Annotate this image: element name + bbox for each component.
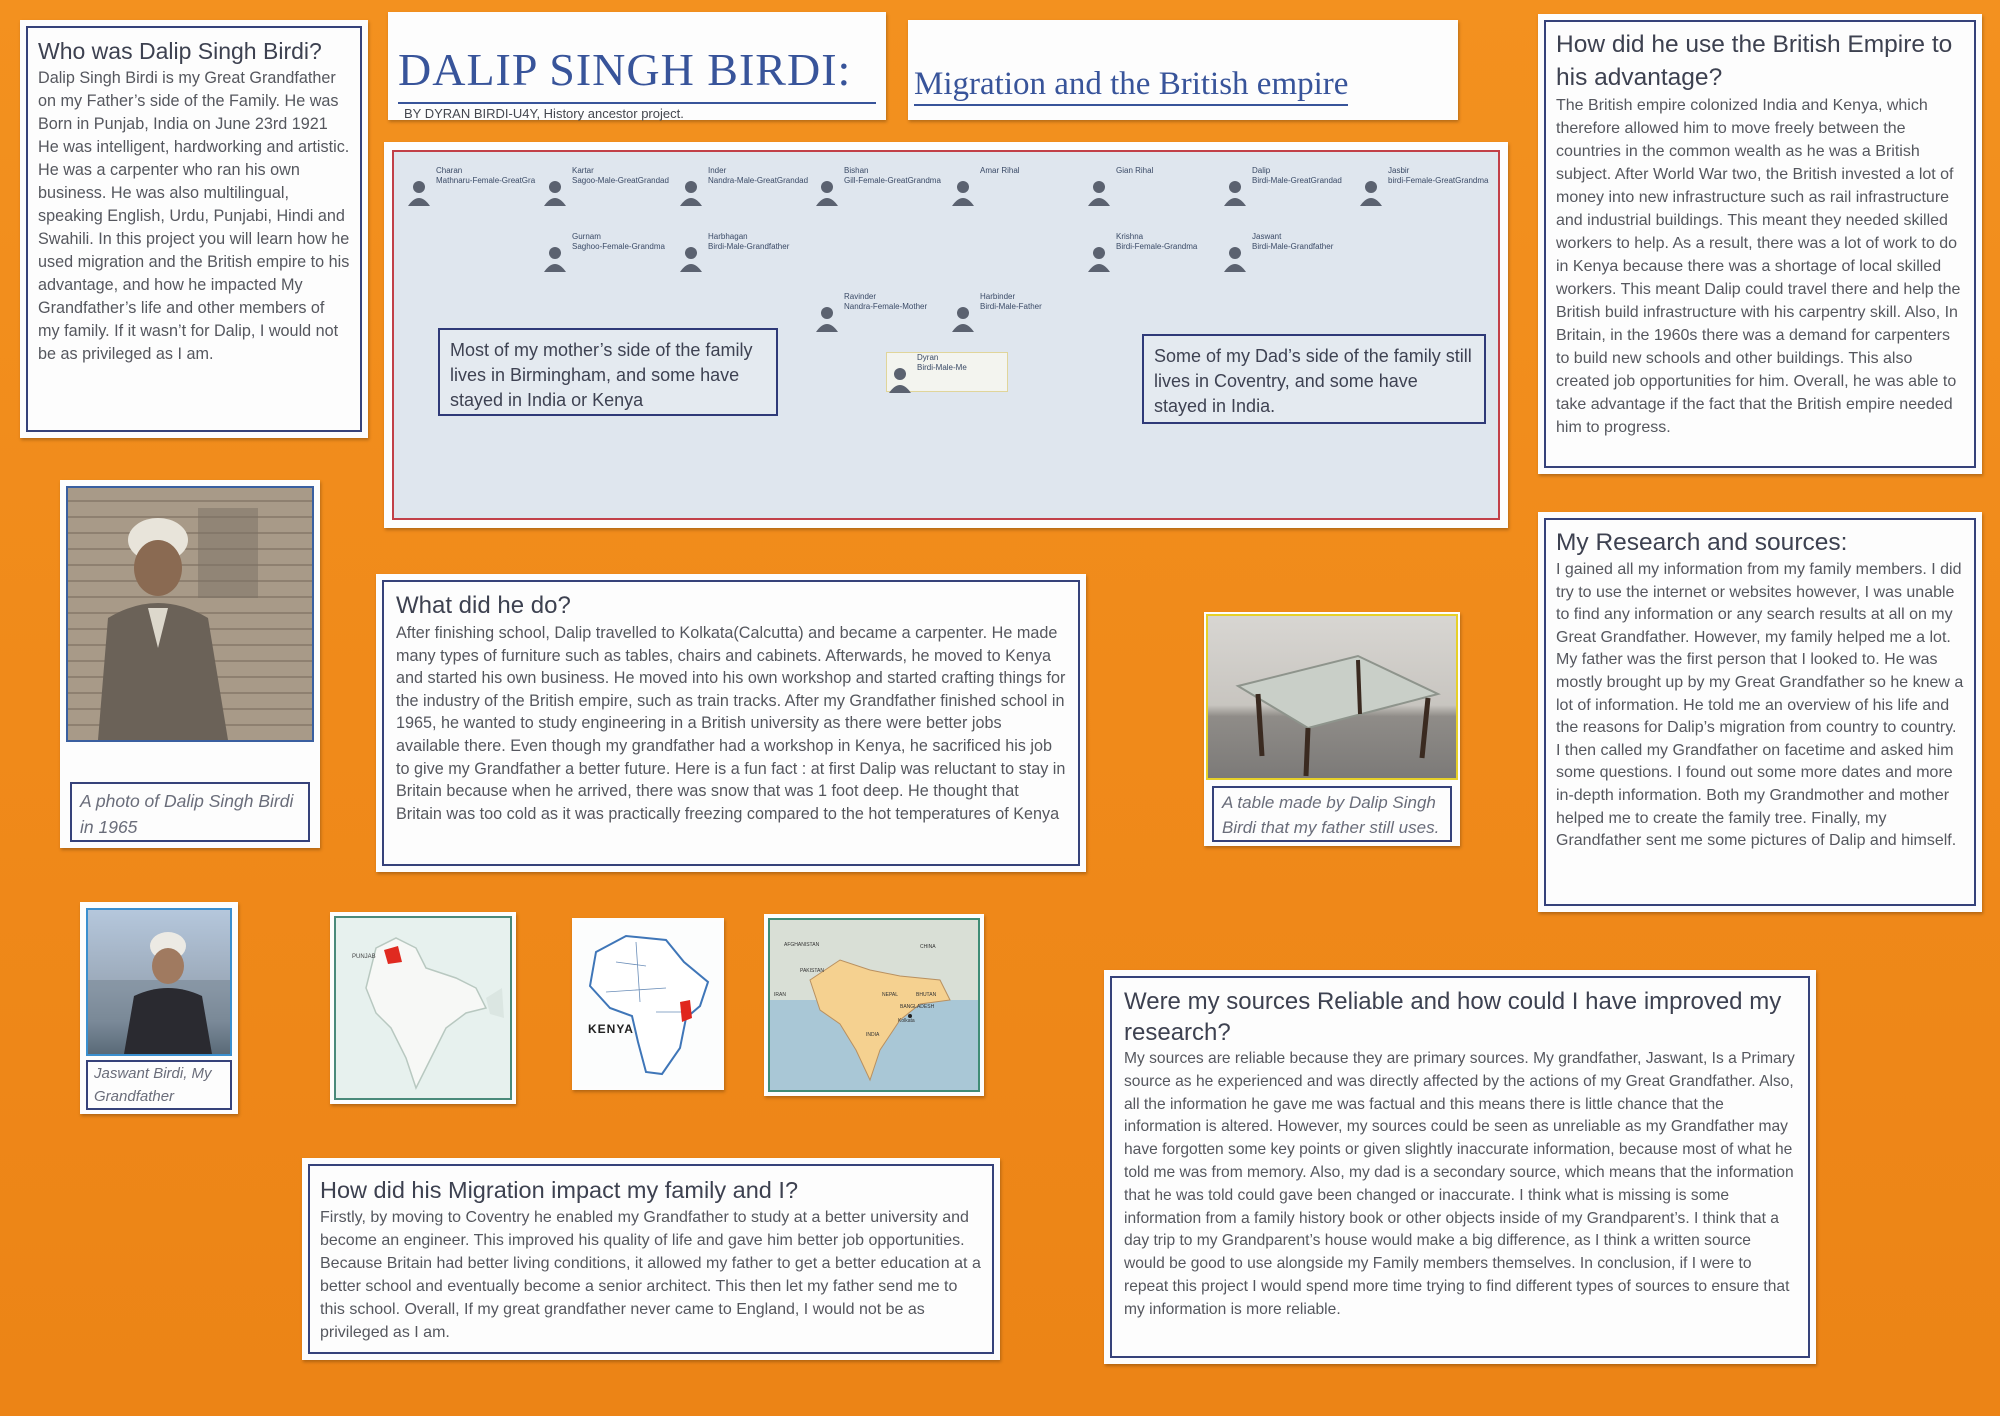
dalip-caption-frame: [70, 782, 310, 842]
tree-node: [678, 166, 809, 204]
tree-node-role: Birdi-Male-Grandfather: [1252, 242, 1334, 251]
research-card: [1538, 512, 1982, 912]
tree-node: [1358, 166, 1489, 204]
tree-node-name: Charan: [436, 166, 463, 175]
africa-map-card: [572, 918, 724, 1090]
tree-node-role: Gill-Female-GreatGrandma: [844, 176, 941, 185]
reliable-card: [1104, 970, 1816, 1364]
table-caption-frame: [1212, 786, 1452, 842]
south-asia-map-card: [764, 914, 984, 1096]
tree-node-role: Saghoo-Female-Grandma: [572, 242, 665, 251]
family-tree: [392, 150, 1500, 520]
tree-node-name: Krishna: [1116, 232, 1144, 241]
tree-node-role: Birdi-Male-Grandfather: [708, 242, 790, 251]
who-card: [20, 20, 368, 438]
byline: BY DYRAN BIRDI-U4Y, History ancestor project.: [404, 106, 684, 121]
map-region-label: BHUTAN: [916, 992, 937, 998]
tree-node: [950, 292, 1070, 330]
tree-node-name: Harbhagan: [708, 232, 748, 241]
tree-node-role: Nandra-Female-Mother: [844, 302, 928, 311]
map-region-label: BANGLADESH: [900, 1004, 935, 1010]
impact-frame: [308, 1164, 994, 1354]
person-icon: [1086, 244, 1112, 272]
tree-card: [384, 142, 1508, 528]
grandfather-figure: [88, 910, 230, 1054]
tree-node-name: Harbinder: [980, 292, 1016, 301]
tree-node: [542, 166, 669, 204]
what-text: After finishing school, Dalip travelled to Kolkata(Calcutta) and became a carpenter. He made many types of furniture such as tables, chairs and cabinets. Afterwards, he moved to Kenya and started his own business. He moved into his own workshop and started crafting things for the industry of the British empire, such as train tracks. After my Grandfather finished school in 1965, he wanted to study engineering in a British university as there were better jobs available there. Even though my grandfather had a workshop in Kenya, he sacrificed his job to give my Grandfather a better future. Here is a fun fact : at first Dalip was reluctant to stay in Britain because when he arrived, there was snow that was 1 foot deep. He thought that Britain was too cold as it was practically freezing compared to the hot temperatures of Kenya: [396, 624, 1066, 823]
person-icon: [887, 365, 913, 393]
tree-node-name: Gurnam: [572, 232, 601, 241]
south-asia-map: [768, 918, 980, 1092]
person-icon: [1086, 178, 1112, 206]
what-frame: [382, 580, 1080, 866]
tree-node-name: Inder: [708, 166, 727, 175]
map-region-label: Kolkata: [898, 1018, 915, 1024]
subtitle: Migration and the British empire: [914, 64, 1348, 106]
tree-node-role: Sagoo-Male-GreatGrandad: [572, 176, 669, 185]
grandfather-caption-frame: [86, 1060, 232, 1110]
tree-node: [814, 292, 934, 330]
research-heading: My Research and sources:: [1556, 529, 1848, 556]
dalip-caption: A photo of Dalip Singh Birdi in 1965: [80, 791, 294, 837]
what-heading: What did he do?: [396, 592, 571, 619]
tree-node-name: Dyran: [917, 353, 939, 362]
dalip-figure: [68, 488, 312, 740]
africa-map: [576, 922, 720, 1086]
table-illustration: [1208, 616, 1456, 778]
tree-node: [950, 166, 1070, 204]
tree-node-role: Mathnaru-Female-GreatGra: [436, 176, 536, 185]
africa-map-shape: [576, 922, 720, 1086]
map-region-label: IRAN: [774, 992, 786, 998]
person-icon: [1222, 178, 1248, 206]
title-card: [388, 12, 886, 120]
map-region-label: INDIA: [866, 1032, 880, 1038]
reliable-text: My sources are reliable because they are primary sources. My grandfather, Jaswant, Is a Primary source as he experienced and was directly affected by the actions of my Great Grandfather. Also, all the information he gave me was factual and this means there is little chance that the information is altered. However, my sources could be seen as unreliable as my Grandfather may have forgotten some key points or given slightly inaccurate information, because most of what he told me was from memory. Also, my dad is a secondary source, which means that the information that he was told could gave been changed or inaccurate. I think what is missing is some information from a family history book or other objects inside of my Grandparent’s. I think that a day trip to my Grandparent’s house would make a big difference, as I think a written source would be good to use alongside my Family members themselves. In conclusion, if I were to repeat this project I would spend more time trying to find different types of sources to ensure that my information is more reliable.: [1124, 1050, 1795, 1318]
tree-node-name: Kartar: [572, 166, 594, 175]
tree-node-name: Jasbir: [1388, 166, 1410, 175]
tree-node-name: Gian Rihal: [1116, 166, 1154, 175]
grandfather-card: [80, 902, 238, 1114]
tree-node: [406, 166, 536, 204]
person-icon: [1358, 178, 1384, 206]
title-underline: [398, 102, 876, 104]
person-icon: [1222, 244, 1248, 272]
tree-node: [814, 166, 941, 204]
india-map-shape: [336, 918, 510, 1098]
note-mother-side: Most of my mother’s side of the family lives in Birmingham, and some have stayed in India or Kenya: [438, 328, 778, 416]
tree-node: [1222, 166, 1342, 204]
person-icon: [678, 244, 704, 272]
tree-node-role: Birdi-Male-Father: [980, 302, 1042, 311]
note-dad-side: Some of my Dad’s side of the family still lives in Coventry, and some have stayed in India.: [1142, 334, 1486, 424]
research-text: I gained all my information from my family members. I did try to use the internet or websites however, I was unable to find any information or any search results at all on my Great Grandfather. However, my family helped me a lot. My father was the first person that I looked to. He was mostly brought up by my Great Grandfather so he knew a lot of information. He told me an overview of his life and the reasons for Dalip’s migration from country to country. I then called my Grandfather on facetime and asked him some questions. I found out some more dates and more in-depth information. Both my Grandmother and mother helped me to create the family tree. Finally, my Grandfather sent me some pictures of Dalip and himself.: [1556, 561, 1964, 850]
empire-frame: [1544, 20, 1976, 468]
who-text: Dalip Singh Birdi is my Great Grandfather on my Father’s side of the Family. He was Born in Punjab, India on June 23rd 1921 He was intelligent, hardworking and artistic. He was a carpenter who ran his own business. He was also multilingual, speaking English, Urdu, Punjabi, Hindi and Swahili. In this project you will learn how he used migration and the British empire to his advantage, and how he impacted My Grandfather’s life and other members of my family. If it wasn’t for Dalip, I would not be as privileged as I am.: [38, 69, 350, 363]
reliable-heading: Were my sources Reliable and how could I have improved my research?: [1124, 988, 1782, 1046]
empire-text: The British empire colonized India and Kenya, which therefore allowed him to move freely between the countries in the common wealth as he was a British subject. After World War two, the British invested a lot of money into new infrastructure such as rail infrastructure and industrial buildings. This meant they needed skilled workers to help. As a result, there was a lot of work to do in Kenya because there was a shortage of local skilled workers. This meant Dalip could travel there and help the British build infrastructure with his carpentry skill. Also, In Britain, in the 1960s there was a demand for carpenters to build new schools and other buildings. This also created job opportunities for him. Overall, he was able to take advantage if the fact that the British empire needed him to progress.: [1556, 97, 1961, 436]
person-icon: [950, 178, 976, 206]
table-caption: A table made by Dalip Singh Birdi that my father still uses.: [1222, 793, 1440, 837]
tree-node: [1086, 232, 1206, 270]
grandfather-photo: [86, 908, 232, 1056]
tree-node-name: Jaswant: [1252, 232, 1282, 241]
tree-node: [1222, 232, 1342, 270]
tree-node: [886, 352, 1008, 392]
impact-card: [302, 1158, 1000, 1360]
table-photo: [1206, 614, 1458, 780]
tree-node-name: Ravinder: [844, 292, 877, 301]
tree-node: [1086, 166, 1206, 204]
subtitle-card: [908, 20, 1458, 120]
what-card: [376, 574, 1086, 872]
tree-node: [678, 232, 798, 270]
tree-node-name: Dalip: [1252, 166, 1271, 175]
person-icon: [814, 178, 840, 206]
grandfather-caption: Jaswant Birdi, My Grandfather: [94, 1065, 212, 1105]
tree-node-name: Bishan: [844, 166, 869, 175]
tree-node-role: Birdi-Male-GreatGrandad: [1252, 176, 1342, 185]
tree-node: [542, 232, 665, 270]
dalip-photo-card: [60, 480, 320, 848]
impact-heading: How did his Migration impact my family and I?: [320, 1177, 799, 1203]
title-main: DALIP SINGH BIRDI:: [398, 44, 852, 95]
india-map-label: PUNJAB: [352, 954, 376, 960]
person-icon: [950, 304, 976, 332]
tree-node-name: Amar Rihal: [980, 166, 1020, 175]
reliable-frame: [1110, 976, 1810, 1358]
who-heading: Who was Dalip Singh Birdi?: [38, 38, 322, 64]
india-map: [334, 916, 512, 1100]
india-map-card: [330, 912, 516, 1104]
person-icon: [814, 304, 840, 332]
person-icon: [406, 178, 432, 206]
impact-text: Firstly, by moving to Coventry he enabled my Grandfather to study at a better university and become an engineer. This improved his quality of life and gave him better job opportunities. Because Britain had better living conditions, it allowed my father to get a better education at a better school and eventually become a senior architect. This then let my father send me to this school. Overall, If my great grandfather never came to England, I would not be as privileged as I am.: [320, 1209, 981, 1341]
empire-heading: How did he use the British Empire to his advantage?: [1556, 31, 1953, 91]
person-icon: [542, 244, 568, 272]
person-icon: [542, 178, 568, 206]
map-region-label: CHINA: [920, 944, 936, 950]
empire-card: [1538, 14, 1982, 474]
map-region-label: AFGHANISTAN: [784, 942, 820, 948]
research-frame: [1544, 518, 1976, 906]
tree-node-role: Birdi-Female-Grandma: [1116, 242, 1198, 251]
dalip-photo: [66, 486, 314, 742]
who-frame: [26, 26, 362, 432]
tree-node-role: Birdi-Male-Me: [917, 363, 967, 372]
person-icon: [678, 178, 704, 206]
map-region-label: PAKISTAN: [800, 968, 824, 974]
table-photo-card: [1204, 612, 1460, 846]
map-region-label: NEPAL: [882, 992, 899, 998]
tree-node-role: Nandra-Male-GreatGrandad: [708, 176, 809, 185]
kenya-label: KENYA: [588, 1022, 634, 1036]
tree-node-role: birdi-Female-GreatGrandma: [1388, 176, 1489, 185]
